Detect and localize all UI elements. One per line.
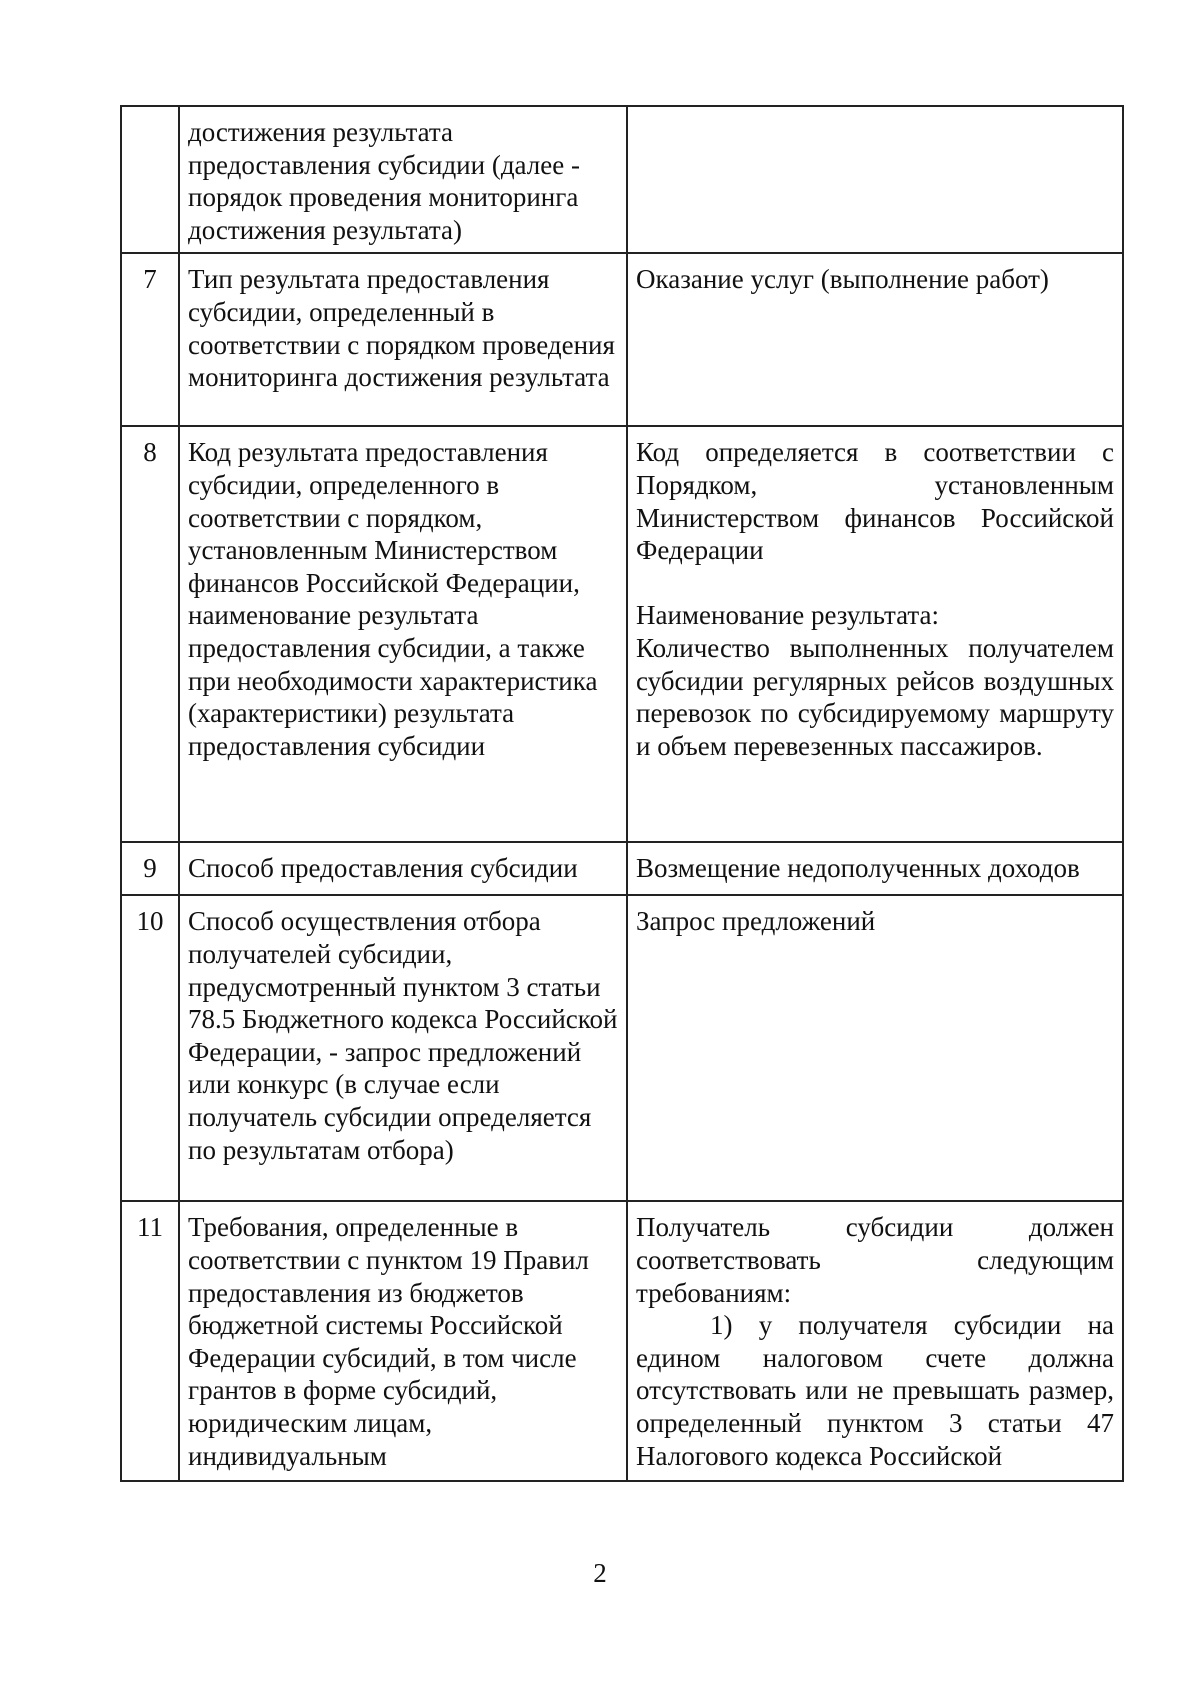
parameter-cell: Способ предоставления субсидии xyxy=(179,842,627,895)
row-number: 7 xyxy=(121,253,179,426)
row-number: 10 xyxy=(121,895,179,1201)
value-cell xyxy=(627,106,1123,253)
row-number: 8 xyxy=(121,426,179,842)
row-number: 11 xyxy=(121,1201,179,1481)
page-number: 2 xyxy=(593,1558,607,1588)
requirement-item-1: 1) у получателя субсидии на едином налоговом счете должна отсутствовать или не превышать размер, определенный пунктом 3 статьи 47 Налогового кодекса Российской xyxy=(636,1310,1114,1471)
value-cell: Возмещение недополученных доходов xyxy=(627,842,1123,895)
value-cell: Запрос предложений xyxy=(627,895,1123,1201)
value-cell: Оказание услуг (выполнение работ) xyxy=(627,253,1123,426)
requirements-intro: Получатель субсидии должен соответствовать следующим требованиям: xyxy=(636,1212,1114,1308)
table-row xyxy=(121,253,1123,426)
result-name-label: Наименование результата: xyxy=(636,600,939,631)
subsidy-parameters-table xyxy=(120,105,1124,1482)
parameter-cell: Требования, определенные в соответствии с пунктом 19 Правил предоставления из бюджетов бюджетной системы Российской Федерации субсидий, в том числе грантов в форме субсидий, юридическим лицам, индивидуальным xyxy=(179,1201,627,1481)
table-row xyxy=(121,106,1123,253)
table-row xyxy=(121,842,1123,895)
value-cell xyxy=(627,1201,1123,1481)
row-number xyxy=(121,106,179,253)
table-row xyxy=(121,895,1123,1201)
table-row xyxy=(121,426,1123,842)
result-name-text: Количество выполненных получателем субсидии регулярных рейсов воздушных перевозок по субсидируемому маршруту и объем перевезенных пассажиров. xyxy=(636,632,1114,761)
result-code-text: Код определяется в соответствии с Порядком, установленным Министерством финансов Российской Федерации xyxy=(636,437,1114,566)
paragraph-gap xyxy=(636,567,1114,600)
table-row xyxy=(121,1201,1123,1481)
value-cell xyxy=(627,426,1123,842)
parameter-cell: Тип результата предоставления субсидии, определенный в соответствии с порядком проведения мониторинга достижения результата xyxy=(179,253,627,426)
parameter-cell: Способ осуществления отбора получателей субсидии, предусмотренный пунктом 3 статьи 78.5 Бюджетного кодекса Российской Федерации, - запрос предложений или конкурс (в случае если получатель субсидии определяется по результатам отбора) xyxy=(179,895,627,1201)
parameter-cell: достижения результата предоставления субсидии (далее - порядок проведения мониторинга достижения результата) xyxy=(179,106,627,253)
row-number: 9 xyxy=(121,842,179,895)
parameter-cell: Код результата предоставления субсидии, определенного в соответствии с порядком, установленным Министерством финансов Российской Федерации, наименование результата предоставления субсидии, а также при необходимости характеристика (характеристики) результата предоставления субсидии xyxy=(179,426,627,842)
